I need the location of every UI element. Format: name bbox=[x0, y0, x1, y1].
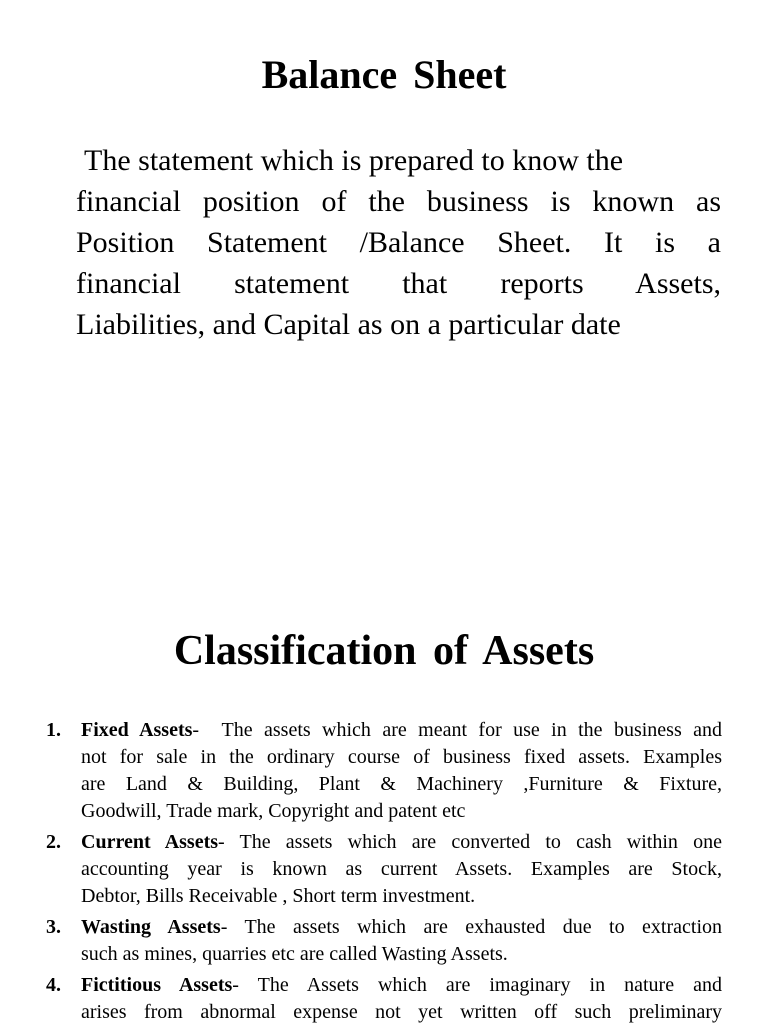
intro-line: Position Statement /Balance Sheet. It is a bbox=[76, 226, 721, 259]
list-item-line bbox=[81, 914, 722, 941]
asset-description-line: such as mines, quarries etc are called Wasting Assets. bbox=[81, 943, 508, 965]
asset-description-line: The Assets which are imaginary in nature and bbox=[257, 974, 723, 996]
list-item-line bbox=[81, 717, 722, 744]
page-title: Balance Sheet bbox=[261, 52, 507, 97]
list-item-number: 4. bbox=[46, 974, 61, 996]
list-item-fixed-assets bbox=[46, 717, 722, 825]
asset-description-line: The assets which are exhausted due to extraction bbox=[244, 916, 723, 938]
intro-line: financial statement that reports Assets, bbox=[76, 267, 721, 300]
asset-name: Fixed Assets bbox=[81, 719, 193, 741]
asset-description-line: arises from abnormal expense not yet written off such preliminary bbox=[81, 1001, 722, 1023]
asset-description-line: are Land & Building, Plant & Machinery ,Furniture & Fixture, bbox=[81, 773, 722, 795]
asset-separator: - bbox=[232, 974, 239, 996]
asset-separator: - bbox=[192, 719, 200, 741]
asset-classification-list bbox=[46, 717, 722, 1024]
list-item-number: 1. bbox=[46, 719, 61, 741]
asset-name: Fictitious Assets bbox=[81, 974, 233, 996]
asset-description-line: accounting year is known as current Assets. Examples are Stock, bbox=[81, 858, 722, 880]
asset-description-line: Goodwill, Trade mark, Copyright and patent etc bbox=[81, 800, 466, 822]
asset-description-line: not for sale in the ordinary course of business fixed assets. Examples bbox=[81, 746, 722, 768]
intro-line: The statement which is prepared to know the bbox=[84, 144, 624, 177]
intro-line: financial position of the business is known as bbox=[76, 185, 721, 218]
list-item-number: 2. bbox=[46, 831, 61, 853]
asset-description-line: Debtor, Bills Receivable , Short term investment. bbox=[81, 885, 476, 907]
list-item-wasting-assets bbox=[46, 914, 722, 968]
list-item-current-assets bbox=[46, 829, 722, 910]
asset-name: Wasting Assets bbox=[81, 916, 221, 938]
list-item-number: 3. bbox=[46, 916, 61, 938]
asset-description-line: The assets which are converted to cash within one bbox=[239, 831, 722, 853]
list-item-line bbox=[81, 829, 722, 856]
asset-separator: - bbox=[220, 916, 228, 938]
intro-paragraph bbox=[76, 140, 721, 345]
intro-line: Liabilities, and Capital as on a particular date bbox=[76, 308, 621, 341]
list-item-line bbox=[81, 972, 722, 999]
section-title: Classification of Assets bbox=[173, 628, 595, 674]
asset-separator: - bbox=[218, 831, 225, 853]
asset-description-line: The assets which are meant for use in the business and bbox=[221, 719, 723, 741]
asset-name: Current Assets bbox=[81, 831, 219, 853]
list-item-fictitious-assets bbox=[46, 972, 722, 1024]
